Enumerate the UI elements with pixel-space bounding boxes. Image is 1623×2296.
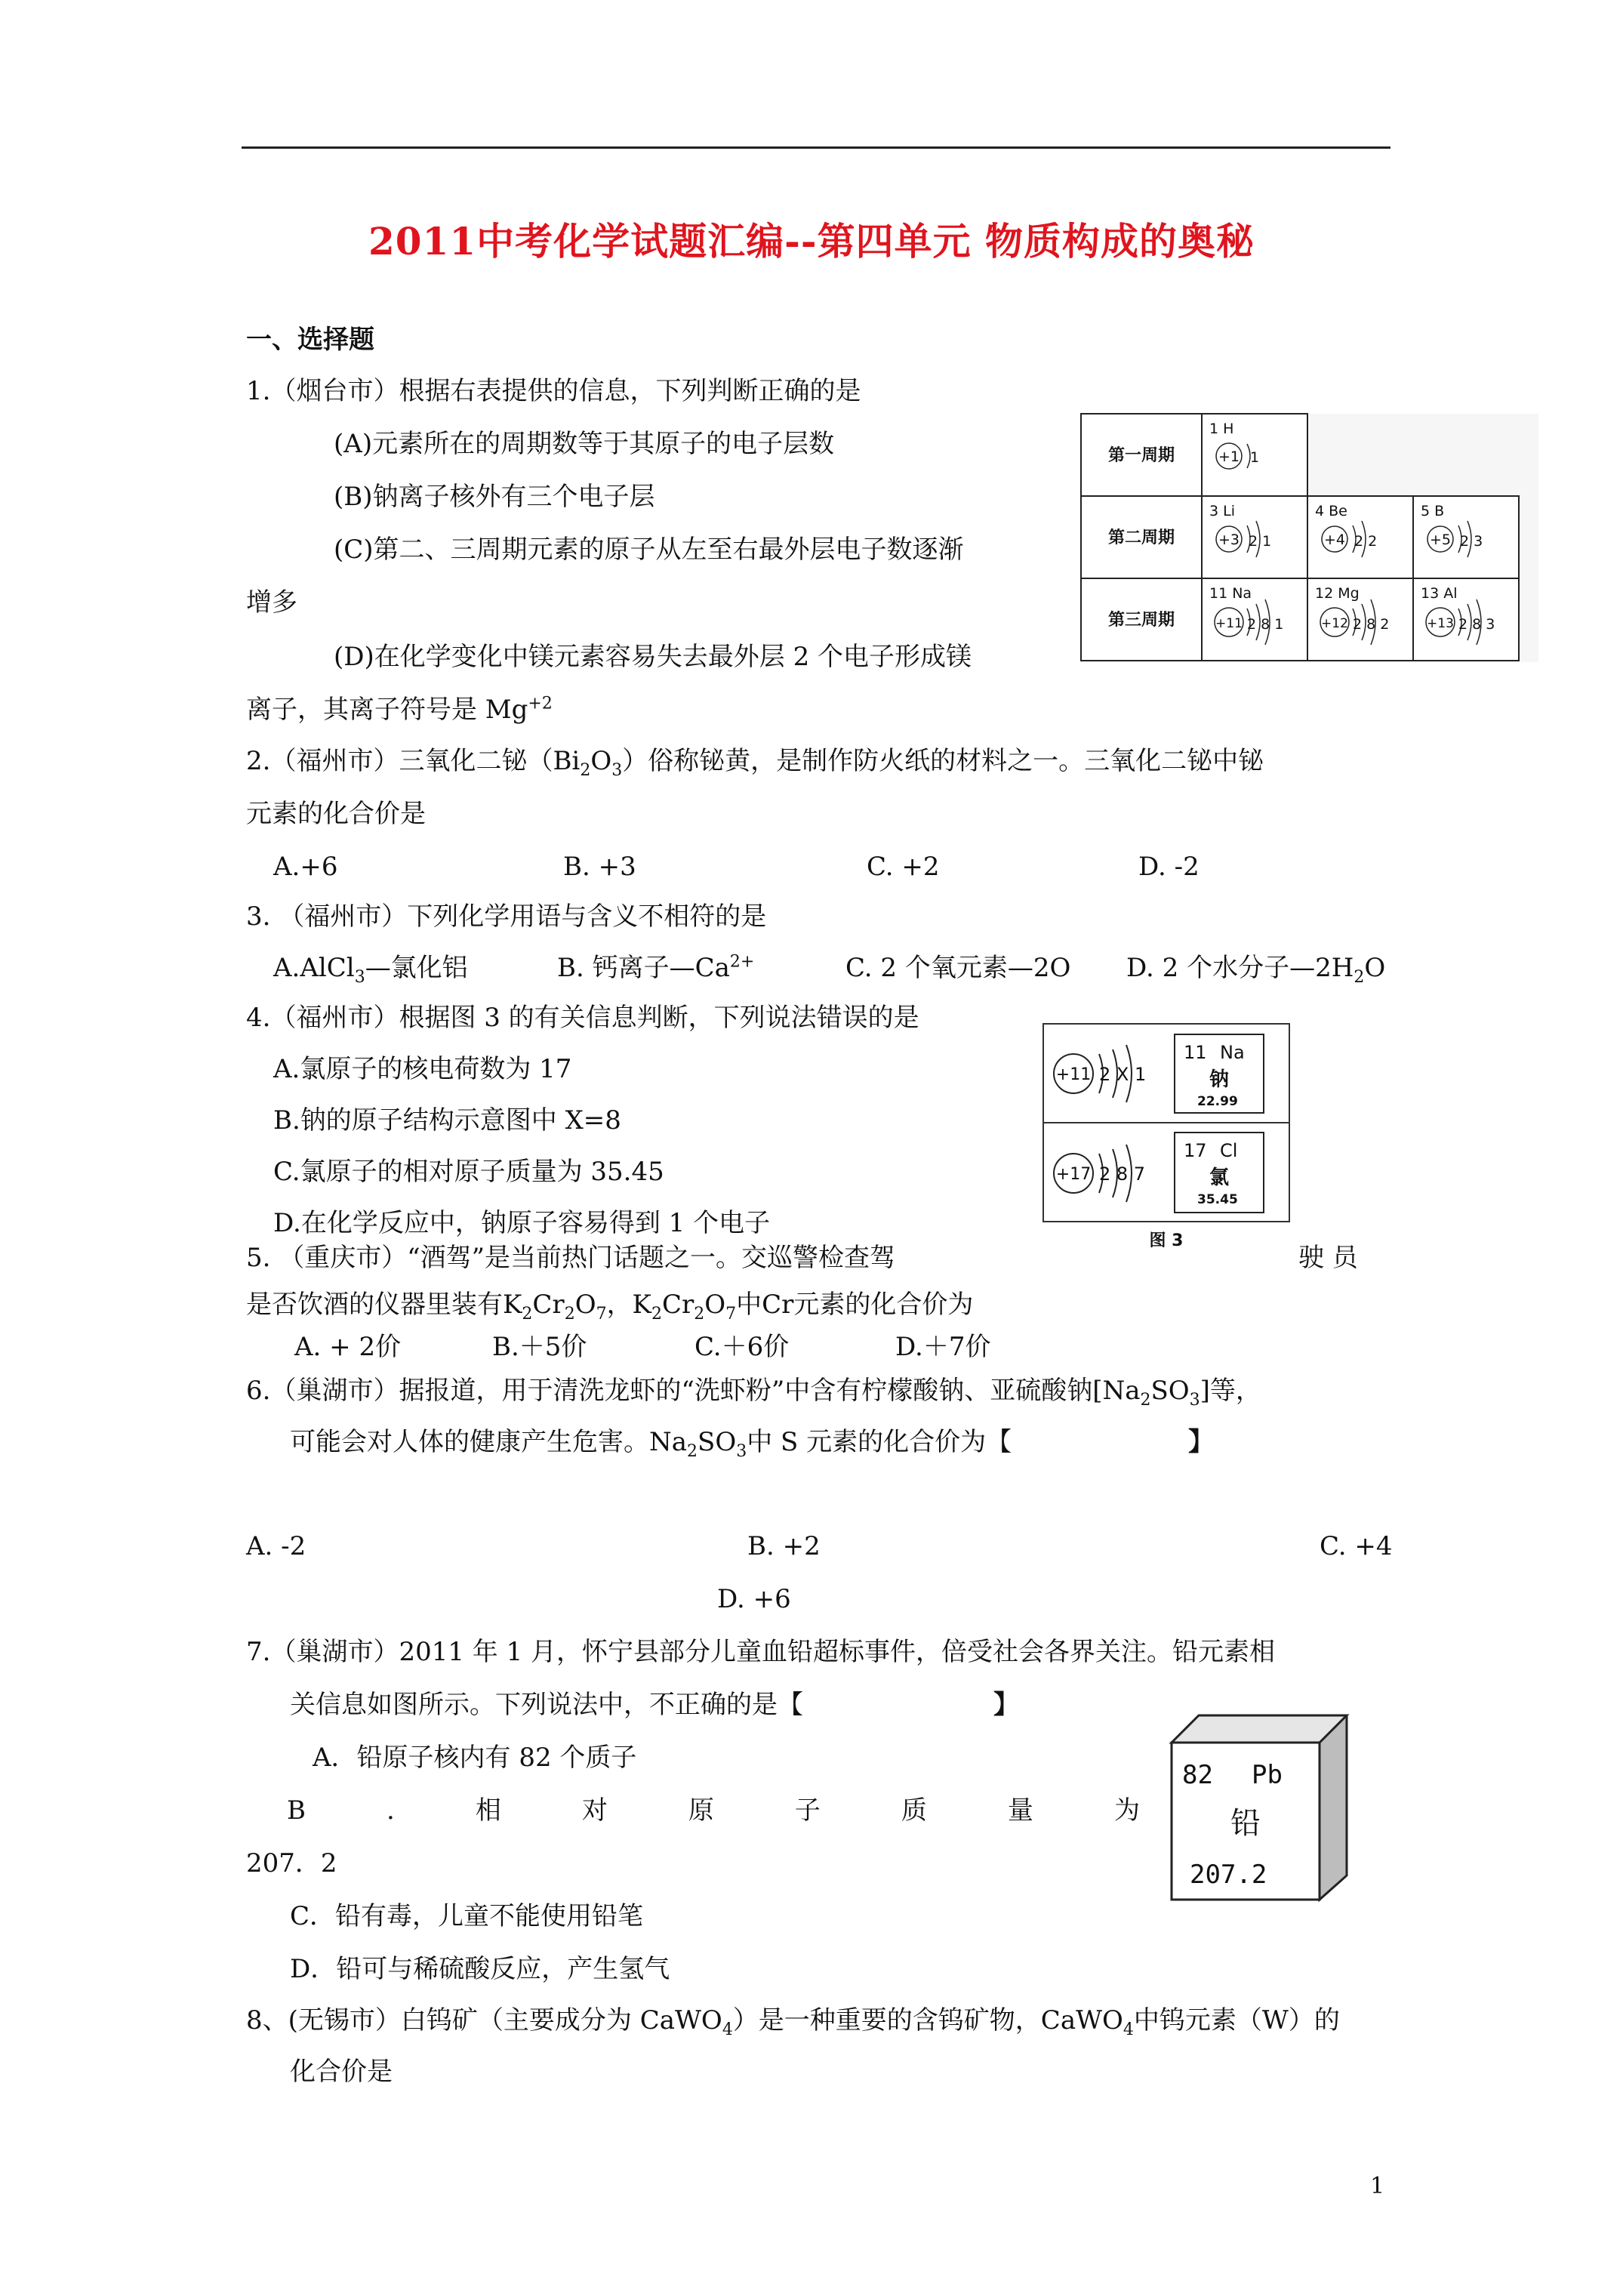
period-label-3: 第三周期: [1107, 611, 1175, 630]
q1-option-d-cont: 离子，其离子符号是 $Mg^{+2}$: [246, 694, 553, 725]
period-label-2: 第二周期: [1107, 529, 1175, 547]
page-title: 2011中考化学试题汇编--第四单元 物质构成的奥秘: [368, 219, 1255, 264]
na-mass: 22.99: [1197, 1094, 1238, 1109]
q7-stem: 7.（巢湖市）2011 年 1 月，怀宁县部分儿童血铅超标事件，倍受社会各界关注。铅元素相: [246, 1637, 1276, 1667]
q1-stem: 1.（烟台市）根据右表提供的信息，下列判断正确的是: [246, 376, 861, 406]
na-shells: 2 X 1: [1099, 1064, 1147, 1085]
element-na-label: 11 Na: [1209, 585, 1252, 602]
q6-option-a: A. -2: [246, 1531, 306, 1561]
na-nucleus: +11: [1055, 1065, 1092, 1084]
q1-option-c-cont: 增多: [246, 587, 297, 618]
q7-option-b-cont: 207．2: [246, 1848, 337, 1878]
q6-stem: 6.（巢湖市）据报道，用于清洗龙虾的“洗虾粉”中含有柠檬酸钠、亚硫酸钠$[Na_2SO_3]$等，: [246, 1376, 1261, 1410]
na-symbol: Na: [1220, 1042, 1245, 1063]
q7-option-c: C．铅有毒，儿童不能使用铅笔: [290, 1901, 644, 1931]
q1-option-a: (A)元素所在的周期数等于其原子的电子层数: [334, 429, 835, 459]
q6-option-d: D. +6: [717, 1584, 791, 1614]
element-be-nucleus: +4: [1323, 532, 1346, 548]
q4-option-d: D.在化学反应中，钠原子容易得到 1 个电子: [273, 1208, 771, 1238]
element-b-shells: 2 3: [1460, 533, 1483, 550]
element-al-label: 13 Al: [1421, 585, 1458, 602]
q4-option-c: C.氯原子的相对原子质量为 35.45: [273, 1157, 664, 1187]
element-mg-shells: 2 8 2: [1353, 616, 1390, 633]
na-atomic-number: 11: [1184, 1042, 1207, 1063]
q4-stem: 4.（福州市）根据图 3 的有关信息判断，下列说法错误的是: [246, 1003, 919, 1033]
pb-symbol: Pb: [1252, 1760, 1283, 1790]
period-label-1: 第一周期: [1107, 446, 1175, 465]
page-number: 1: [1370, 2173, 1385, 2199]
cl-symbol: Cl: [1220, 1140, 1238, 1161]
q7-stem-cont: 关信息如图所示。下列说法中，不正确的是【: [290, 1690, 803, 1720]
q5-stem: 5. （重庆市）“酒驾”是当前热门话题之一。交巡警检查驾: [246, 1243, 896, 1273]
q4-option-b: B.钠的原子结构示意图中 X=8: [273, 1105, 621, 1136]
cl-mass: 35.45: [1197, 1192, 1238, 1207]
cl-atomic-number: 17: [1184, 1140, 1207, 1161]
q6-option-b: B. +2: [747, 1531, 821, 1561]
q2-option-c: C. +2: [867, 852, 940, 882]
element-li-nucleus: +3: [1218, 532, 1240, 548]
q3-option-a: A.AlCl$_3$—氯化铝: [273, 953, 468, 987]
q8-stem-cont: 化合价是: [290, 2057, 393, 2087]
q7-option-b: B . 相 对 原 子 质 量 为: [287, 1795, 1140, 1826]
q7-option-a: A．铅原子核内有 82 个质子: [313, 1743, 637, 1773]
element-b-nucleus: +5: [1429, 532, 1452, 548]
q7-option-d: D．铅可与稀硫酸反应，产生氢气: [290, 1954, 670, 1984]
q2-option-a: A.+6: [273, 852, 338, 882]
element-be-shells: 2 2: [1354, 533, 1378, 550]
element-h-nucleus: +1: [1218, 448, 1240, 465]
element-mg-label: 12 Mg: [1315, 585, 1360, 602]
element-al-shells: 2 8 3: [1458, 616, 1495, 633]
lead-element-card: [1169, 1712, 1350, 1903]
q5-option-a: A. + 2价: [294, 1332, 402, 1362]
q3-option-b: B. 钙离子$—Ca^{2+}$: [557, 952, 755, 983]
q5-option-c: C.＋6价: [694, 1332, 790, 1362]
q6-option-c: C. +4: [1320, 1531, 1393, 1561]
q7-bracket-close: 】: [993, 1690, 1019, 1720]
q2-stem: 2.（福州市）三氧化二铋$(Bi_2O_3)$俗称铋黄，是制作防火纸的材料之一。三氧化二铋中铋: [246, 746, 1264, 780]
figure-3: [1042, 1022, 1291, 1255]
element-na-shells: 2 8 1: [1247, 616, 1284, 633]
q4-option-a: A.氯原子的核电荷数为 17: [273, 1054, 572, 1084]
q1-option-b: (B)钠离子核外有三个电子层: [334, 482, 655, 512]
element-be-label: 4 Be: [1315, 503, 1347, 519]
q1-option-d: (D)在化学变化中镁元素容易失去最外层 2 个电子形成镁: [334, 642, 972, 672]
figure-3-caption: 图 3: [1149, 1231, 1184, 1250]
q2-stem-cont: 元素的化合价是: [246, 799, 426, 829]
cl-nucleus: +17: [1055, 1165, 1092, 1184]
periodic-table-figure: [1079, 412, 1540, 664]
element-b-label: 5 B: [1421, 503, 1445, 519]
cl-name: 氯: [1209, 1166, 1230, 1189]
na-name: 钠: [1209, 1068, 1230, 1091]
section-heading: 一、选择题: [246, 325, 374, 355]
q5-stem-cont: 是否饮酒的仪器里装有$K_2Cr_2O_7$，$K_2Cr_2O_7$中Cr元素的化合价为: [246, 1290, 974, 1324]
q1-option-c: (C)第二、三周期元素的原子从左至右最外层电子数逐渐: [334, 535, 964, 565]
q6-stem-cont: 可能会对人体的健康产生危害。$Na_2SO_3$中 S 元素的化合价为【: [290, 1427, 1012, 1461]
q3-option-c: C. 2 个氧元素—2O: [845, 953, 1071, 983]
header-rule: [242, 146, 1390, 149]
pb-name: 铅: [1230, 1806, 1261, 1841]
pb-mass: 207.2: [1190, 1860, 1267, 1890]
cl-shells: 2 8 7: [1099, 1163, 1146, 1185]
q8-stem: 8、(无锡市）白钨矿（主要成分为 CaWO$_4$）是一种重要的含钨矿物，CaWO$_4$中钨元素（W）的: [246, 2005, 1340, 2039]
q5-option-b: B.＋5价: [492, 1332, 587, 1362]
element-h-shells: 1: [1250, 449, 1260, 466]
q3-option-d: D. 2 个水分子$—2H_2O$: [1126, 953, 1386, 987]
element-h-label: 1 H: [1209, 421, 1234, 437]
element-li-shells: 2 1: [1249, 533, 1272, 550]
q5-stem-right: 驶 员: [1298, 1243, 1358, 1273]
element-mg-nucleus: +12: [1321, 616, 1348, 631]
q6-bracket-close: 】: [1188, 1427, 1214, 1457]
pb-atomic-number: 82: [1182, 1760, 1213, 1790]
element-li-label: 3 Li: [1209, 503, 1235, 519]
q5-option-d: D.＋7价: [895, 1332, 991, 1362]
q2-option-d: D. -2: [1138, 852, 1200, 882]
q2-option-b: B. +3: [563, 852, 636, 882]
element-al-nucleus: +13: [1427, 616, 1454, 631]
q3-stem: 3. （福州市）下列化学用语与含义不相符的是: [246, 901, 767, 932]
element-na-nucleus: +11: [1215, 616, 1243, 631]
